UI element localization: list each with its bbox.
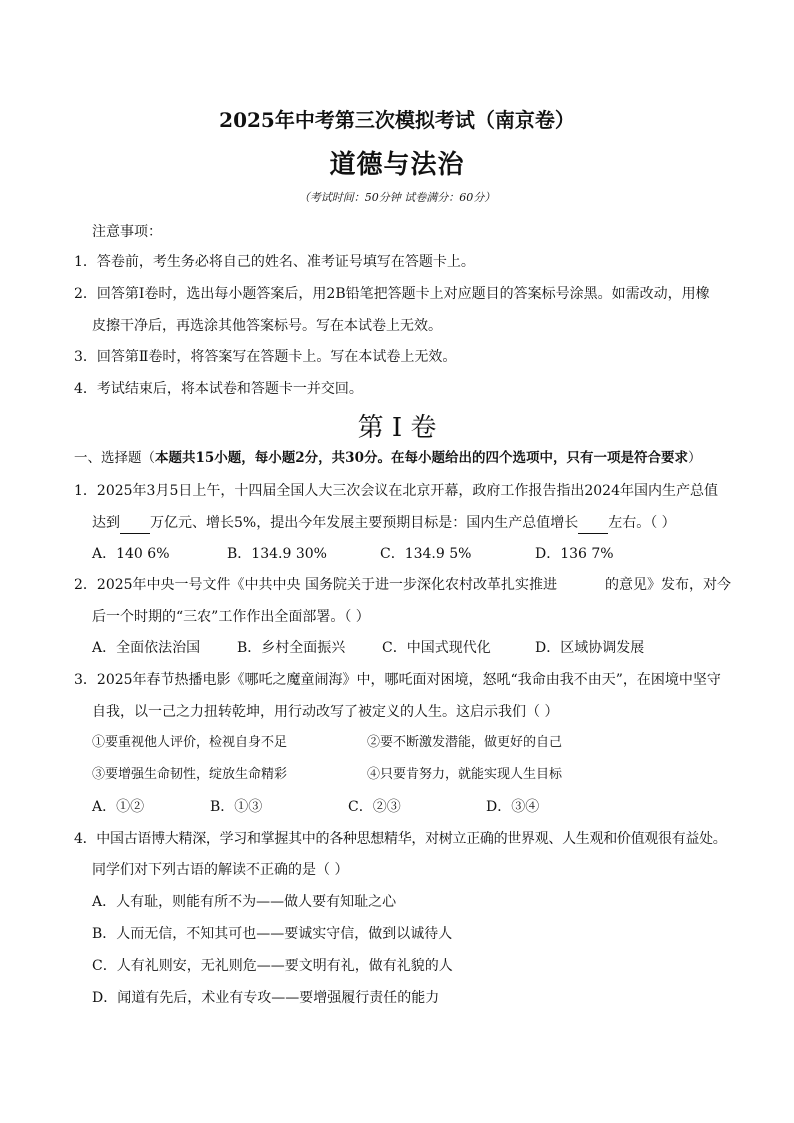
q1-option-a[interactable]: A．140 6% [92, 546, 170, 562]
q2-text-b: 的意见》发布，对今 [605, 577, 731, 593]
q1-text-c: 左右。（ ） [608, 515, 676, 531]
section-title: 第 I 卷 [357, 413, 437, 443]
q1-option-c[interactable]: C．134.9 5% [380, 546, 472, 562]
q1-option-d[interactable]: D．136 7% [535, 546, 614, 562]
q2-line2: 后一个时期的“三农”工作作出全面部署。（ ） [92, 609, 370, 625]
exam-title: 2025年中考第三次模拟考试（南京卷） [219, 108, 575, 132]
note-item-1: 1．答卷前，考生务必将自己的姓名、准考证号填写在答题卡上。 [74, 254, 475, 270]
note-item-4: 4．考试结束后，将本试卷和答题卡一并交回。 [74, 381, 363, 397]
section-heading-suffix: ） [687, 450, 702, 466]
note-item-2: 2．回答第Ⅰ卷时，选出每小题答案后，用2B铅笔把答题卡上对应题目的答案标号涂黑。如需改动，用橡 [74, 286, 710, 302]
q4-option-a[interactable]: A．人有耻，则能有所不为——做人要有知耻之心 [92, 894, 397, 910]
q4-option-c[interactable]: C．人有礼则安，无礼则危——要文明有礼，做有礼貌的人 [92, 958, 453, 974]
q3-statement-2: ②要不断激发潜能，做更好的自己 [367, 735, 563, 750]
q2-option-c[interactable]: C．中国式现代化 [382, 640, 491, 656]
q3-option-c[interactable]: C．②③ [348, 799, 401, 815]
section-heading-bold: 本题共15小题，每小题2分，共30分。在每小题给出的四个选项中，只有一项是符合要求 [155, 450, 688, 466]
notes-heading: 注意事项： [92, 224, 162, 240]
q2-option-d[interactable]: D．区域协调发展 [535, 640, 645, 656]
section-heading-prefix: 一、选择题（ [74, 450, 155, 466]
q4-line1: 4．中国古语博大精深，学习和掌握其中的各种思想精华，对树立正确的世界观、人生观和价值观很有益处。 [74, 831, 727, 847]
section-heading [74, 446, 701, 466]
q1-text-b: 万亿元、增长5%，提出今年发展主要预期目标是：国内生产总值增长 [150, 515, 579, 531]
exam-info: （考试时间：50分钟 试卷满分：60分） [298, 191, 496, 204]
q1-line1: 1．2025年3月5日上午，十四届全国人大三次会议在北京开幕，政府工作报告指出2024年国内生产总值 [74, 483, 718, 499]
q4-option-d[interactable]: D．闻道有先后，术业有专攻——要增强履行责任的能力 [92, 990, 440, 1006]
subject-title: 道德与法治 [329, 150, 465, 180]
q1-option-b[interactable]: B．134.9 30% [227, 546, 327, 562]
note-item-3: 3．回答第Ⅱ卷时，将答案写在答题卡上。写在本试卷上无效。 [74, 349, 457, 365]
q1-text-a: 达到 [92, 515, 120, 531]
q3-option-d[interactable]: D．③④ [486, 799, 540, 815]
q2-text-a: 2．2025年中央一号文件《中共中央 国务院关于进一步深化农村改革扎实推进 [74, 577, 557, 593]
q1-blank-2[interactable] [578, 513, 608, 534]
q2-line1 [74, 575, 731, 595]
q4-option-b[interactable]: B．人而无信，不知其可也——要诚实守信，做到以诚待人 [92, 926, 453, 942]
note-item-2-cont: 皮擦干净后，再选涂其他答案标号。写在本试卷上无效。 [92, 318, 442, 334]
q3-statement-3: ③要增强生命韧性，绽放生命精彩 [92, 767, 288, 782]
q1-line2 [92, 513, 676, 534]
q3-option-a[interactable]: A．①② [92, 799, 145, 815]
q3-option-b[interactable]: B．①③ [210, 799, 263, 815]
q1-blank-1[interactable] [120, 513, 150, 534]
q3-statement-1: ①要重视他人评价，检视自身不足 [92, 735, 288, 750]
q2-option-b[interactable]: B．乡村全面振兴 [237, 640, 346, 656]
q3-line1: 3．2025年春节热播电影《哪吒之魔童闹海》中，哪吒面对困境，怒吼“我命由我不由天”，在困境中坚守 [74, 672, 721, 688]
q2-option-a[interactable]: A．全面依法治国 [92, 640, 201, 656]
q4-line2: 同学们对下列古语的解读不正确的是（ ） [92, 862, 349, 878]
q3-statement-4: ④只要肯努力，就能实现人生目标 [367, 767, 563, 782]
q3-line2: 自我，以一己之力扭转乾坤，用行动改写了被定义的人生。这启示我们（ ） [92, 704, 559, 720]
